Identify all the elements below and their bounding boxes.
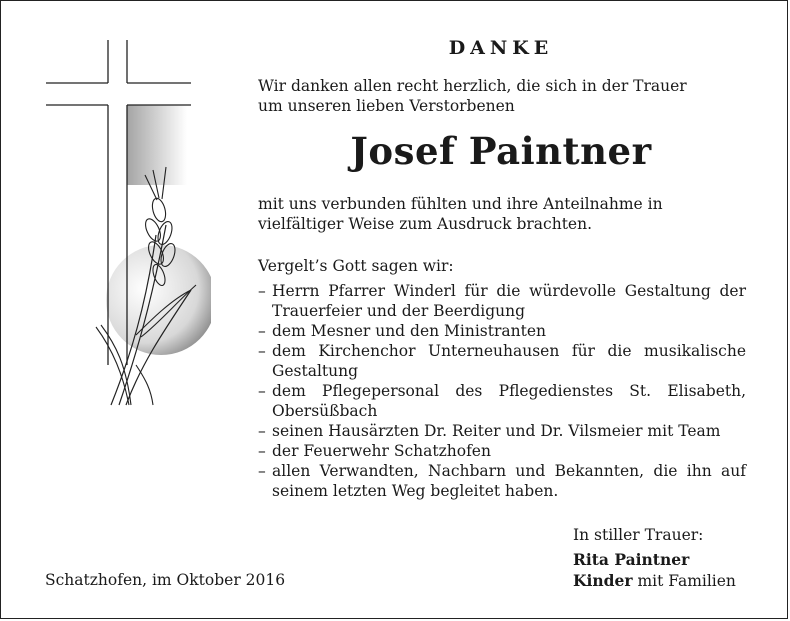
after-line-2: vielfältiger Weise zum Ausdruck brachten. [258,215,593,233]
list-item: – dem Mesner und den Ministranten [258,321,746,341]
intro-line-1: Wir danken allen recht herzlich, die sich in der Trauer [258,77,687,95]
mourner-2-rest: mit Familien [637,572,736,590]
closing-label: In stiller Trauer: [573,526,704,544]
deceased-name: Josef Paintner [350,129,652,173]
cross-with-wheat-icon [41,35,211,415]
after-line-1: mit uns verbunden fühlten und ihre Anteilnahme in [258,195,663,213]
intro-line-2: um unseren lieben Verstorbenen [258,97,515,115]
list-item: – allen Verwandten, Nachbarn und Bekannten, die ihn auf seinem letzten Weg begleitet haben. [258,461,746,501]
list-item: – Herrn Pfarrer Winderl für die würdevolle Gestaltung der Trauerfeier und der Beerdigung [258,281,746,321]
list-item: – seinen Hausärzten Dr. Reiter und Dr. Vilsmeier mit Team [258,421,746,441]
list-item: – dem Pflegepersonal des Pflegedienstes St. Elisabeth, Obersüßbach [258,381,746,421]
heading: DANKE [448,37,554,59]
mourner-1: Rita Paintner [573,550,690,569]
list-item: – der Feuerwehr Schatzhofen [258,441,746,461]
list-item: – dem Kirchenchor Unterneuhausen für die musikalische Gestaltung [258,341,746,381]
mourner-2 [573,571,736,591]
place-date: Schatzhofen, im Oktober 2016 [45,571,286,589]
mourner-2-name: Kinder [573,571,633,590]
thanks-list [258,281,746,501]
thanks-intro: Vergelt’s Gott sagen wir: [258,257,454,275]
